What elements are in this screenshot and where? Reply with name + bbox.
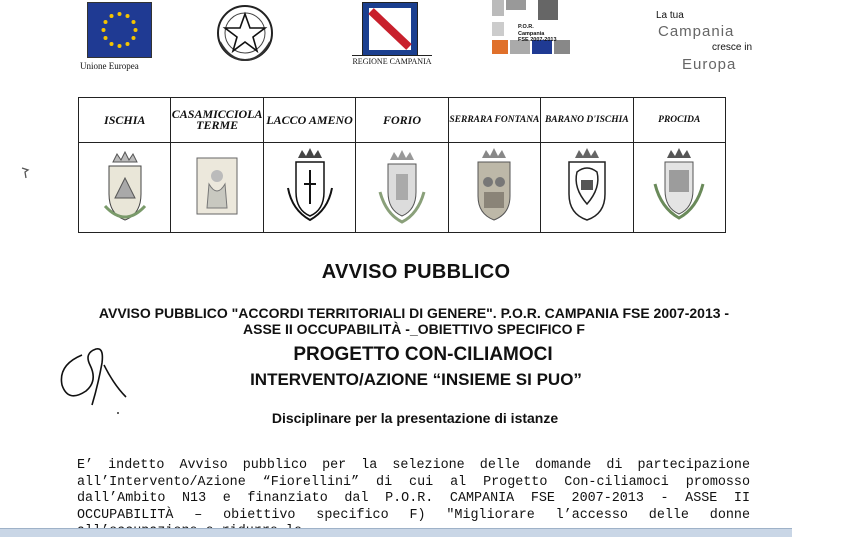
italian-republic-emblem bbox=[210, 2, 280, 64]
project-title: PROGETTO CON-CILIAMOCI bbox=[293, 344, 553, 365]
region-label: REGIONE CAMPANIA bbox=[352, 57, 432, 66]
viewer-bottom-edge bbox=[0, 528, 792, 537]
municipality-name-barano: BARANO D'ISCHIA bbox=[541, 98, 633, 143]
ischia-crest-icon bbox=[95, 148, 155, 228]
crest-cell bbox=[356, 143, 448, 233]
crest-cell bbox=[448, 143, 540, 233]
por-logo-text bbox=[518, 24, 557, 44]
municipality-crests-row bbox=[79, 143, 726, 233]
page-title: AVVISO PUBBLICO bbox=[321, 261, 511, 283]
crest-cell bbox=[541, 143, 633, 233]
crest-cell bbox=[633, 143, 725, 233]
casamicciola-crest-icon bbox=[187, 148, 247, 228]
scan-speck-icon bbox=[20, 166, 30, 180]
crest-cell bbox=[263, 143, 355, 233]
slogan-europa: Europa bbox=[682, 56, 737, 73]
notice-subtitle: AVVISO PUBBLICO "ACCORDI TERRITORIALI DI GENERE". P.O.R. CAMPANIA FSE 2007-2013 - ASSE II OCCUPABILITÀ -_OBIETTIVO SPECIFICO F bbox=[98, 305, 730, 337]
scan-mark bbox=[20, 166, 30, 183]
eu-flag-logo bbox=[87, 2, 152, 58]
municipality-name-ischia: ISCHIA bbox=[79, 98, 171, 143]
barano-crest-icon bbox=[557, 148, 617, 228]
municipality-name-lacco-ameno: LACCO AMENO bbox=[263, 98, 355, 143]
crest-cell bbox=[171, 143, 263, 233]
slogan-la-tua: La tua bbox=[656, 10, 684, 21]
procida-crest-icon bbox=[649, 148, 709, 228]
por-text-line: P.O.R. bbox=[518, 24, 534, 30]
region-shield-icon bbox=[363, 3, 417, 55]
crest-cell bbox=[79, 143, 171, 233]
municipalities-table bbox=[78, 97, 726, 233]
eu-label: Unione Europea bbox=[80, 61, 139, 71]
municipality-name-casamicciola: CASAMICCIOLA TERME bbox=[171, 98, 263, 143]
slogan-campania: Campania bbox=[658, 23, 735, 40]
lacco-ameno-crest-icon bbox=[280, 148, 340, 228]
serrara-fontana-crest-icon bbox=[464, 148, 524, 228]
eu-flag-icon bbox=[88, 3, 151, 57]
municipality-names-row bbox=[79, 98, 726, 143]
municipality-name-forio: FORIO bbox=[356, 98, 448, 143]
por-text-line: Campania bbox=[518, 30, 545, 37]
intervention-title: INTERVENTO/AZIONE “INSIEME SI PUO” bbox=[250, 370, 582, 389]
municipality-name-serrara-fontana: SERRARA FONTANA bbox=[448, 98, 540, 143]
body-paragraph: E’ indetto Avviso pubblico per la selezione delle domande di partecipazione all’Intervento/Azione “Fiorellini” di cui al Progetto Con-ciliamoci promosso dall’Ambito N13 e finanziato dal P.O.R. CAMPANIA FSE 2007-2013 - ASSE II OCCUPABILITÀ – obiettivo specifico F) "Migliorare l’accesso delle donne bbox=[77, 458, 750, 523]
por-text-line: FSE 2007-2013 bbox=[518, 37, 557, 43]
region-campania-logo bbox=[362, 2, 418, 56]
slogan-cresce-in: cresce in bbox=[712, 42, 753, 53]
star-emblem-icon bbox=[210, 2, 280, 64]
forio-crest-icon bbox=[372, 148, 432, 228]
disciplinare-heading: Disciplinare per la presentazione di istanze bbox=[271, 410, 559, 426]
municipality-name-procida: PROCIDA bbox=[633, 98, 725, 143]
